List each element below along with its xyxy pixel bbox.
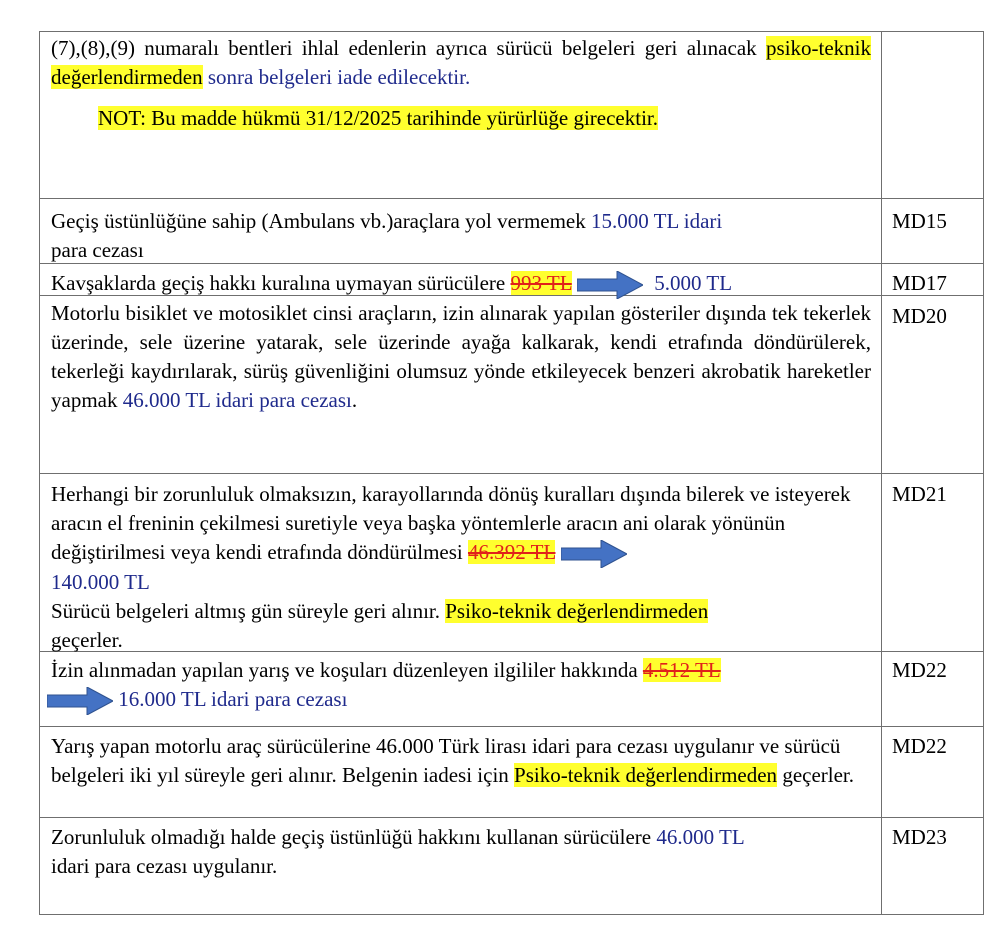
fine-amount: 15.000 TL idari: [591, 209, 723, 233]
row-text: Motorlu bisiklet ve motosiklet cinsi araçların, izin alınarak yapılan gösteriler dışında tek tekerlek üzerinde, sele üzerine yatarak, sele üzerinde ayağa kalkarak, kendi etrafında döndürülerek, tekerleği kaydırılarak, sürüş güvenliğini olumsuz yönde etkileyecek benzeri akrobatik hareketler yapmak: [51, 301, 871, 412]
highlight-text: psiko-teknik değerlendirmeden: [51, 36, 872, 89]
row-text-end: geçerler.: [51, 628, 123, 653]
fine-amount: 46.000 TL: [656, 825, 745, 849]
article-code: MD15: [892, 209, 947, 233]
right-arrow-icon: [47, 687, 113, 715]
table-row: [51, 480, 871, 655]
penalty-table: [39, 31, 984, 915]
row-text-end: .: [351, 388, 358, 412]
article-code: MD17: [892, 271, 947, 295]
row-text: para cezası: [51, 238, 144, 262]
row-text: Kavşaklarda geçiş hakkı kuralına uymayan sürücülere: [51, 271, 511, 295]
highlight-text: Psiko-teknik değerlendirmeden: [445, 599, 709, 624]
old-amount: 993 TL: [510, 271, 572, 295]
right-arrow-icon: [577, 271, 643, 299]
row-text: Geçiş üstünlüğüne sahip (Ambulans vb.)araçlara yol vermemek: [51, 209, 592, 233]
old-amount: 4.512 TL: [642, 658, 721, 682]
row-divider: [40, 473, 983, 474]
table-row: [51, 207, 871, 265]
article-code: MD21: [892, 482, 947, 506]
row-divider: [40, 198, 983, 199]
article-code: MD20: [892, 304, 947, 328]
table-row: [51, 34, 871, 133]
table-row: [51, 299, 871, 415]
new-amount: 16.000 TL idari para cezası: [118, 687, 348, 711]
highlight-text: Psiko-teknik değerlendirmeden: [514, 763, 778, 787]
fine-amount: 46.000 TL idari para cezası: [122, 388, 352, 412]
note-text: NOT: Bu madde hükmü 31/12/2025 tarihinde yürürlüğe girecektir.: [98, 106, 659, 130]
new-amount: 140.000 TL: [51, 570, 150, 595]
table-row: [51, 732, 871, 790]
new-amount: 5.000 TL: [654, 271, 733, 295]
article-code: MD22: [892, 658, 947, 682]
old-amount: 46.392 TL: [467, 540, 556, 564]
table-row: [51, 269, 871, 299]
row-text: Herhangi bir zorunluluk olmaksızın, karayollarında dönüş kuralları dışında bilerek ve isteyerek aracın el freninin çekilmesi suretiyle veya başka yöntemlerle aracın ani olarak yönünün değiştirilmesi veya kendi etrafında döndürülmesi: [51, 482, 851, 564]
blue-text: sonra belgeleri iade edilecektir.: [202, 65, 471, 89]
row-text-end: geçerler.: [777, 763, 855, 787]
right-arrow-icon: [561, 540, 627, 568]
row-text: Yarış yapan motorlu araç sürücülerine 46.000 Türk lirası idari para cezası uygulanır ve sürücü belgeleri iki yıl süreyle geri alınır. Belgenin iadesi için: [51, 734, 841, 787]
row-text: İzin alınmadan yapılan yarış ve koşuları düzenleyen ilgililer hakkında: [51, 658, 643, 682]
row-divider: [40, 817, 983, 818]
table-row: [51, 823, 871, 881]
row-text: (7),(8),(9) numaralı bentleri ihlal edenlerin ayrıca sürücü belgeleri geri alınacak: [51, 36, 757, 60]
article-code: MD22: [892, 734, 947, 758]
row-divider: [40, 726, 983, 727]
row-text: Zorunluluk olmadığı halde geçiş üstünlüğü hakkını kullanan sürücülere: [51, 825, 657, 849]
row-text: idari para cezası uygulanır.: [51, 854, 278, 878]
row-text: Sürücü belgeleri altmış gün süreyle geri alınır.: [51, 599, 446, 624]
article-code: MD23: [892, 825, 947, 849]
table-row: [51, 656, 871, 715]
